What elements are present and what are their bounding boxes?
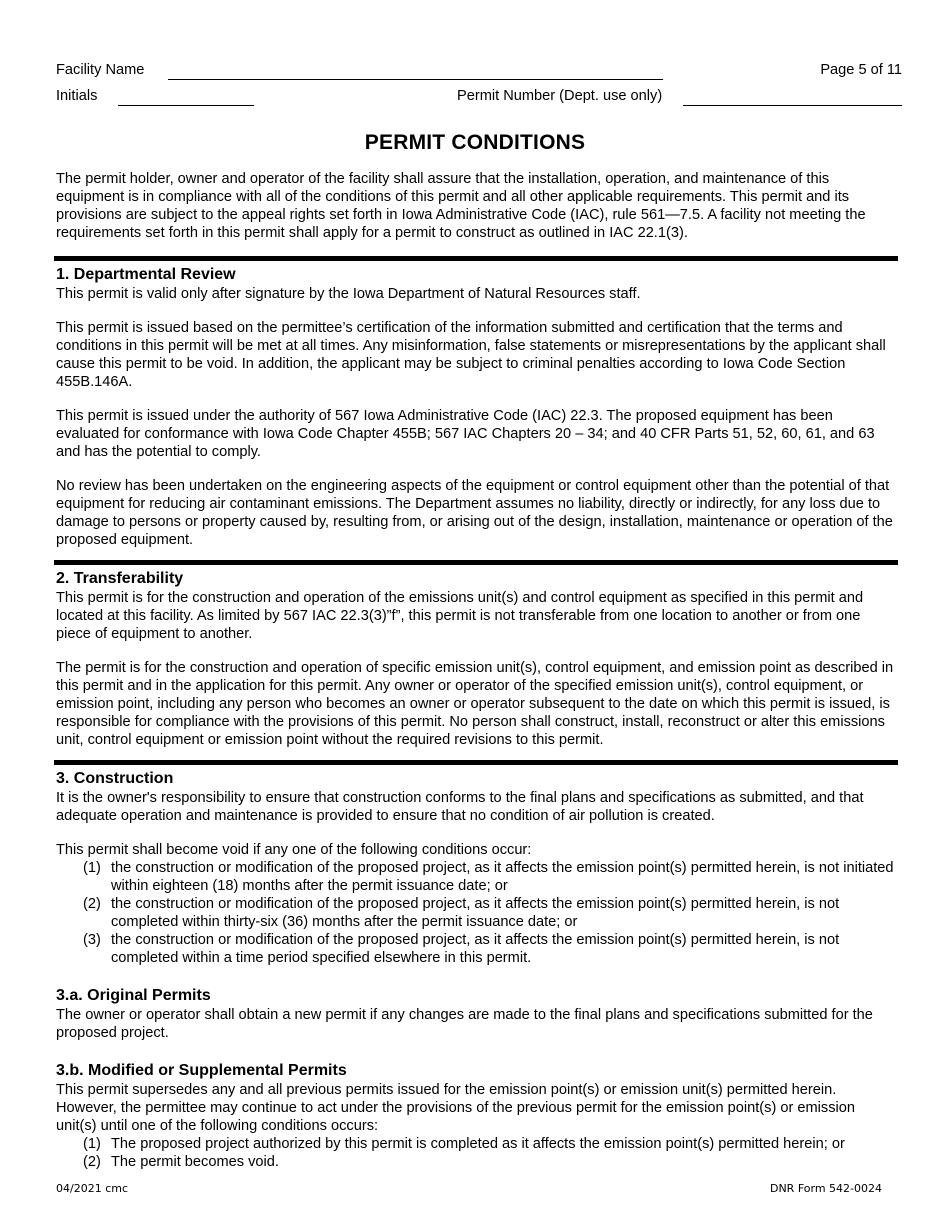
void-conditions-list (56, 859, 896, 967)
facility-name-label: Facility Name (56, 62, 145, 78)
initials-field[interactable] (118, 105, 254, 106)
paragraph: This permit is for the construction and operation of the emissions unit(s) and control equipment as specified in this permit and located at this facility. As limited by 567 IAC 22.3(3)”f”, this permit is not transferable from one location to another or from one piece of equipment to another. (56, 590, 864, 642)
list-item: (2) The permit becomes void. (83, 1154, 279, 1170)
paragraph: No review has been undertaken on the engineering aspects of the equipment or control equipment other than the potential of that equipment for reducing air contaminant emissions. The Department assumes no liability, directly or indirectly, for any loss due to damage to persons or property caused by, resulting from, or arising out of the design, installation, maintenance or operation of the proposed equipment. (56, 478, 893, 548)
list-item: (1) The proposed project authorized by this permit is completed as it affects the emission point(s) permitted herein; or (83, 1136, 845, 1152)
paragraph: The owner or operator shall obtain a new permit if any changes are made to the final plans and specifications submitted for the proposed project. (56, 1007, 873, 1041)
paragraph: This permit shall become void if any one of the following conditions occur: (56, 842, 532, 858)
header-row-initials (56, 88, 902, 108)
page-number: Page 5 of 11 (820, 62, 902, 78)
footer-revision: 04/2021 cmc (56, 1182, 129, 1195)
paragraph: It is the owner's responsibility to ensure that construction conforms to the final plans and specifications as submitted, and that adequate operation and maintenance is provided to ensure that no condition of air pollution is created. (56, 790, 864, 824)
section-construction (56, 769, 896, 967)
section-divider (54, 760, 898, 765)
list-item: (2) the construction or modification of the proposed project, as it affects the emission point(s) permitted herein, is not completed within thirty-six (36) months after the permit issuance date; or (83, 896, 840, 930)
list-item: (3) the construction or modification of the proposed project, as it affects the emission point(s) permitted herein, is not completed within a time period specified elsewhere in this permit. (83, 932, 840, 966)
document-body (56, 170, 896, 1171)
subsection-heading: 3.a. Original Permits (56, 987, 211, 1004)
facility-name-field[interactable] (168, 79, 663, 80)
section-divider (54, 560, 898, 565)
section-heading: 1. Departmental Review (56, 266, 236, 283)
paragraph: The permit is for the construction and operation of specific emission unit(s), control equipment, and emission point as described in this permit and in the application for this permit. Any owner or operator of the specified emission unit(s), control equipment, or emission point, including any person who becomes an owner or operator subsequent to the date on which this permit is issued, is responsible for compliance with the provisions of this permit. No person shall construct, install, reconstruct or alter this emissions unit, control equipment or emission point without the required revisions to this permit. (56, 660, 894, 748)
section-original-permits (56, 986, 896, 1042)
paragraph: This permit supersedes any and all previous permits issued for the emission point(s) or emission unit(s) permitted herein. However, the permittee may continue to act under the provisions of the previous permit for the emission point(s) or emission unit(s) until one of the following conditions occurs: (56, 1082, 855, 1134)
initials-label: Initials (56, 88, 98, 104)
permit-number-label: Permit Number (Dept. use only) (457, 88, 663, 104)
section-modified-permits (56, 1061, 896, 1171)
supersede-conditions-list (56, 1135, 896, 1171)
permit-number-field[interactable] (683, 105, 902, 106)
intro-paragraph: The permit holder, owner and operator of the facility shall assure that the installation, operation, and maintenance of this equipment is in compliance with all of the conditions of this permit and all other applicable requirements. This permit and its provisions are subject to the appeal rights set forth in Iowa Administrative Code (IAC), rule 561—7.5. A facility not meeting the requirements set forth in this permit shall apply for a permit to construct as outlined in IAC 22.1(3). (56, 171, 866, 241)
page-title: PERMIT CONDITIONS (364, 131, 586, 154)
header-row-facility (56, 62, 902, 82)
footer-form-number: DNR Form 542-0024 (769, 1182, 882, 1195)
paragraph: This permit is issued under the authority of 567 Iowa Administrative Code (IAC) 22.3. The proposed equipment has been evaluated for conformance with Iowa Code Chapter 455B; 567 IAC Chapters 20 – 34; and 40 CFR Parts 51, 52, 60, 61, and 63 and has the potential to comply. (56, 408, 875, 460)
section-heading: 2. Transferability (56, 570, 184, 587)
paragraph: This permit is valid only after signature by the Iowa Department of Natural Resources staff. (56, 286, 641, 302)
section-heading: 3. Construction (56, 770, 174, 787)
section-transferability (56, 569, 896, 749)
paragraph: This permit is issued based on the permittee’s certification of the information submitted and certification that the terms and conditions in this permit will be met at all times. Any misinformation, false statements or misrepresentations by the applicant shall cause this permit to be void. In addition, the applicant may be subject to criminal penalties according to Iowa Code Section 455B.146A. (56, 320, 886, 390)
subsection-heading: 3.b. Modified or Supplemental Permits (56, 1062, 347, 1079)
section-divider (54, 256, 898, 261)
list-item: (1) the construction or modification of the proposed project, as it affects the emission point(s) permitted herein, is not initiated within eighteen (18) months after the permit issuance date; or (83, 860, 894, 894)
section-departmental-review (56, 265, 896, 549)
